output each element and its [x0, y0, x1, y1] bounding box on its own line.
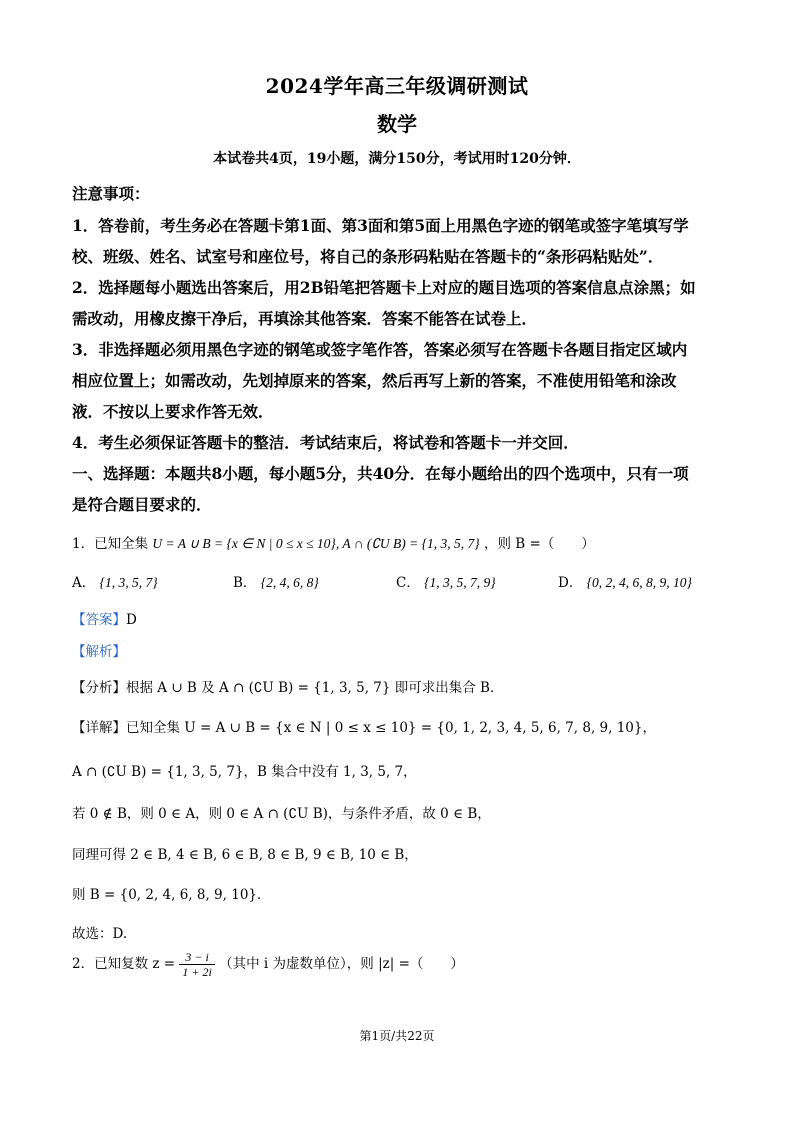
question-1-stem	[72, 532, 595, 552]
q1-prefix: 1．已知全集	[72, 536, 149, 552]
q1-option-c	[396, 571, 496, 591]
q1-choice: 故选：D.	[72, 926, 128, 942]
option-label: C．	[396, 575, 420, 591]
option-value: {1, 3, 5, 7, 9}	[424, 575, 496, 590]
q1-analysis-tag	[72, 640, 126, 660]
answer-tag: 【答案】	[72, 612, 126, 628]
q1-answer	[72, 608, 137, 628]
q1-detail-line: A ∩ (∁U B) = {1, 3, 5, 7}，B 集合中没有 1, 3, 5, 7，	[72, 764, 417, 780]
fenxi-tag: 【分析】	[72, 680, 126, 696]
q2-numerator: 3 − i	[179, 950, 214, 965]
q1-math: U = A ∪ B = {x ∈ N | 0 ≤ x ≤ 10}, A ∩ (∁U B) = {1, 3, 5, 7}	[152, 536, 480, 551]
notice-line: 3．非选择题必须用黑色字迹的钢笔或签字笔作答，答案必须写在答题卡各题目指定区域内	[72, 340, 688, 359]
fenxi-text: 根据 A ∪ B 及 A ∩ (∁U B) = {1, 3, 5, 7} 即可求出集合 B．	[126, 680, 504, 696]
q1-option-a	[72, 571, 158, 591]
exam-subject: 数学	[377, 112, 417, 136]
analysis-tag: 【解析】	[72, 644, 126, 660]
section-heading: 一、选择题：本题共8小题，每小题5分，共40分．在每小题给出的四个选项中，只有一项	[72, 464, 689, 483]
option-value: {0, 2, 4, 6, 8, 9, 10}	[586, 575, 692, 590]
notice-line: 相应位置上；如需改动，先划掉原来的答案，然后再写上新的答案，不准使用铅笔和涂改	[72, 371, 677, 390]
section-heading-cont: 是符合题目要求的．	[72, 495, 212, 514]
notice-line: 校、班级、姓名、试室号和座位号，将自己的条形码粘贴在答题卡的“条形码粘贴处”．	[72, 247, 664, 266]
notice-line: 需改动，用橡皮擦干净后，再填涂其他答案．答案不能答在试卷上．	[72, 309, 538, 328]
notice-line: 2．选择题每小题选出答案后，用2B铅笔把答题卡上对应的题目选项的答案信息点涂黑；如	[72, 278, 696, 297]
option-label: A．	[72, 575, 96, 591]
question-2-stem	[72, 950, 464, 979]
exam-title: 2024学年高三年级调研测试	[265, 74, 529, 98]
q2-denominator: 1 + 2i	[182, 965, 212, 979]
q1-detail-line: 若 0 ∉ B，则 0 ∈ A，则 0 ∈ A ∩ (∁U B)，与条件矛盾，故 0 ∈ B，	[72, 806, 491, 822]
q2-fraction	[179, 950, 214, 979]
notice-line: 液．不按以上要求作答无效．	[72, 402, 274, 421]
option-value: {2, 4, 6, 8}	[260, 575, 319, 590]
q1-option-d	[558, 571, 692, 591]
notice-line: 1．答卷前，考生务必在答题卡第1面、第3面和第5面上用黑色字迹的钢笔或签字笔填写学	[72, 216, 689, 235]
q2-prefix: 2．已知复数 z =	[72, 956, 176, 972]
notice-line: 4．考生必须保证答题卡的整洁．考试结束后，将试卷和答题卡一并交回．	[72, 433, 579, 452]
option-value: {1, 3, 5, 7}	[99, 575, 158, 590]
answer-value: D	[126, 612, 137, 628]
detail-text: 已知全集 U = A ∪ B = {x ∈ N | 0 ≤ x ≤ 10} = {0, 1, 2, 3, 4, 5, 6, 7, 8, 9, 10}，	[126, 720, 656, 736]
q1-suffix: ，则 B =（ ）	[483, 536, 595, 552]
q1-detail-line: 同理可得 2 ∈ B, 4 ∈ B, 6 ∈ B, 8 ∈ B, 9 ∈ B, 10 ∈ B，	[72, 847, 418, 863]
q1-detail-line	[72, 716, 656, 736]
page-footer: 第1页/共22页	[359, 1029, 435, 1043]
exam-info: 本试卷共4页，19小题，满分150分，考试用时120分钟．	[213, 151, 581, 167]
notice-heading: 注意事项：	[72, 184, 150, 203]
q1-option-b	[233, 571, 319, 591]
option-label: D．	[558, 575, 583, 591]
detail-tag: 【详解】	[72, 720, 126, 736]
q2-suffix: （其中 i 为虚数单位），则 |z| =（ ）	[219, 956, 464, 972]
option-label: B．	[233, 575, 257, 591]
q1-detail-line: 则 B = {0, 2, 4, 6, 8, 9, 10}．	[72, 887, 271, 903]
q1-fenxi	[72, 676, 503, 696]
